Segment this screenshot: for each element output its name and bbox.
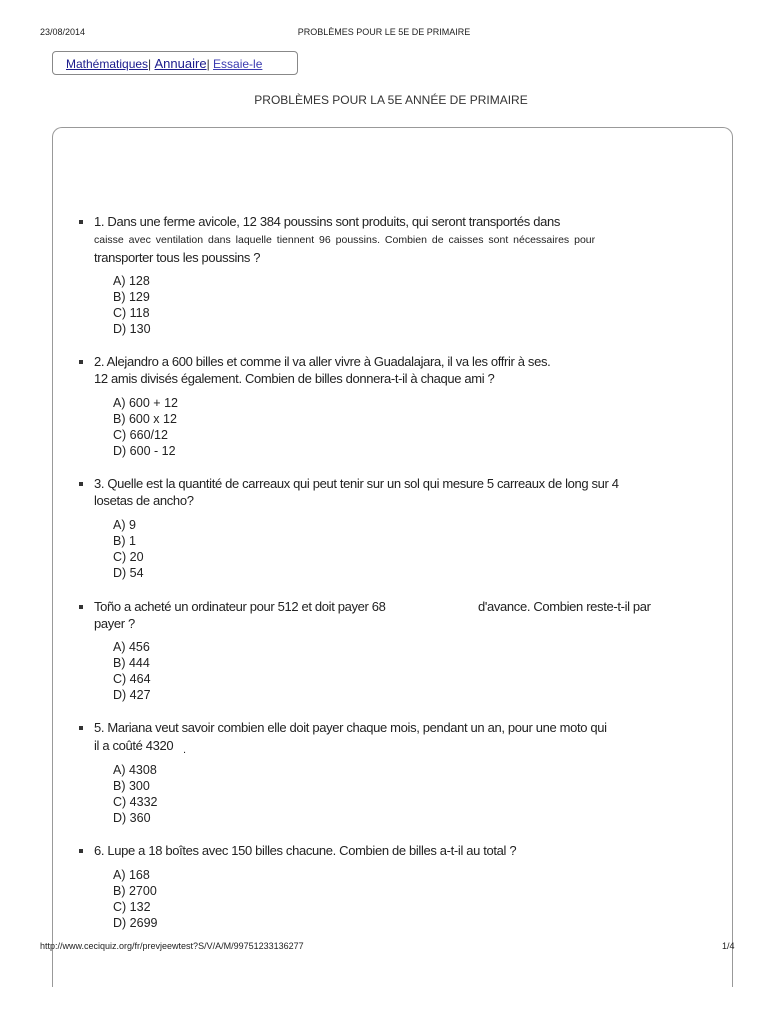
bullet xyxy=(79,360,83,364)
option[interactable]: A) 4308 xyxy=(113,763,157,777)
option[interactable]: A) 168 xyxy=(113,868,150,882)
nav-box xyxy=(52,51,298,75)
option[interactable]: C) 660/12 xyxy=(113,428,168,442)
option[interactable]: B) 300 xyxy=(113,779,150,793)
options-6 xyxy=(113,867,157,931)
options-5 xyxy=(113,762,157,826)
options-1 xyxy=(113,273,151,337)
options-2 xyxy=(113,395,178,459)
question-text: caisse avec ventilation dans laquelle tiennent 96 poussins. Combien de caisses sont nécessaires pour xyxy=(94,234,596,246)
question-text: . xyxy=(183,744,186,756)
page-title: PROBLÈMES POUR LA 5E ANNÉE DE PRIMAIRE xyxy=(254,93,528,107)
option[interactable]: A) 456 xyxy=(113,640,150,654)
print-doc-title: PROBLÈMES POUR LE 5E DE PRIMAIRE xyxy=(297,27,471,37)
option[interactable]: D) 360 xyxy=(113,811,151,825)
bullet xyxy=(79,605,83,609)
option[interactable]: A) 128 xyxy=(113,274,150,288)
options-4 xyxy=(113,639,151,703)
bullet xyxy=(79,849,83,853)
option[interactable]: D) 130 xyxy=(113,322,151,336)
option[interactable]: B) 1 xyxy=(113,534,136,548)
question-text: 5. Mariana veut savoir combien elle doit payer chaque mois, pendant un an, pour une moto qui xyxy=(94,720,607,735)
option[interactable]: B) 444 xyxy=(113,656,150,670)
option[interactable]: D) 427 xyxy=(113,688,151,702)
question-text: 3. Quelle est la quantité de carreaux qui peut tenir sur un sol qui mesure 5 carreaux de long sur 4 xyxy=(94,476,619,491)
option[interactable]: C) 132 xyxy=(113,900,151,914)
bullet xyxy=(79,482,83,486)
question-text: d'avance. Combien reste-t-il par xyxy=(478,599,651,614)
question-text: 6. Lupe a 18 boîtes avec 150 billes chacune. Combien de billes a-t-il au total ? xyxy=(94,843,517,858)
question-text: il a coûté 4320 xyxy=(94,738,174,753)
option[interactable]: D) 600 - 12 xyxy=(113,444,176,458)
nav-link-essaie-le[interactable]: Essaie-le xyxy=(213,57,263,71)
nav-separator: | xyxy=(206,57,210,71)
bullet xyxy=(79,220,83,224)
question-text: 12 amis divisés également. Combien de billes donnera-t-il à chaque ami ? xyxy=(94,371,495,386)
option[interactable]: B) 600 x 12 xyxy=(113,412,177,426)
print-url: http://www.ceciquiz.org/fr/prevjeewtest?S/V/A/M/99751233136277 xyxy=(40,941,304,951)
option[interactable]: A) 600 + 12 xyxy=(113,396,178,410)
nav-link-mathematiques[interactable]: Mathématiques xyxy=(66,57,149,71)
question-text: payer ? xyxy=(94,616,135,631)
option[interactable]: B) 129 xyxy=(113,290,150,304)
page-number: 1/4 xyxy=(722,941,735,951)
option[interactable]: D) 2699 xyxy=(113,916,158,930)
question-text: losetas de ancho? xyxy=(94,493,194,508)
nav-link-annuaire[interactable]: Annuaire xyxy=(154,56,207,71)
question-text: 1. Dans une ferme avicole, 12 384 poussins sont produits, qui seront transportés dans xyxy=(94,214,560,229)
nav-separator: | xyxy=(148,57,152,71)
print-date: 23/08/2014 xyxy=(40,27,86,37)
option[interactable]: D) 54 xyxy=(113,566,144,580)
option[interactable]: C) 20 xyxy=(113,550,144,564)
question-text: transporter tous les poussins ? xyxy=(94,250,261,265)
option[interactable]: C) 464 xyxy=(113,672,151,686)
option[interactable]: C) 4332 xyxy=(113,795,158,809)
bullet xyxy=(79,726,83,730)
option[interactable]: B) 2700 xyxy=(113,884,157,898)
question-text: Toño a acheté un ordinateur pour 512 et doit payer 68 xyxy=(94,599,386,614)
option[interactable]: C) 118 xyxy=(113,306,150,320)
options-3 xyxy=(113,517,144,581)
option[interactable]: A) 9 xyxy=(113,518,136,532)
question-text: 2. Alejandro a 600 billes et comme il va aller vivre à Guadalajara, il va les offrir à ses. xyxy=(94,354,551,369)
